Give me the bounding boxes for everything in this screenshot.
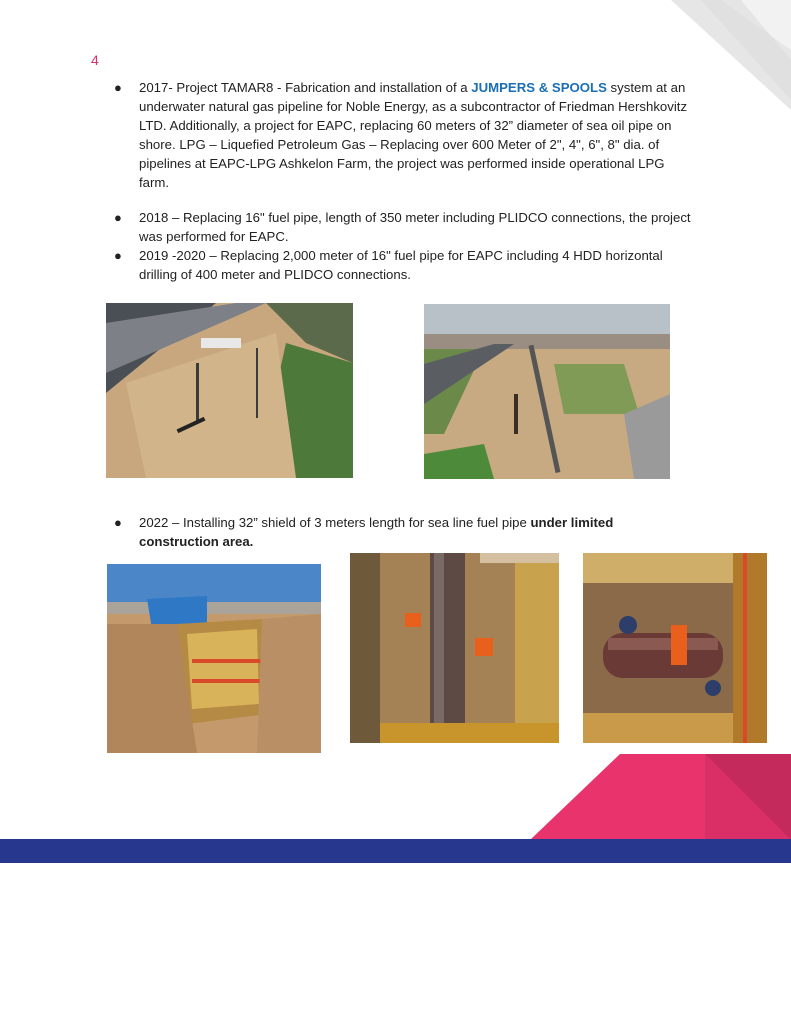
- bullet-list-middle: [114, 208, 694, 284]
- footer-decoration: [530, 754, 791, 840]
- page-number: 4: [91, 52, 99, 68]
- highlight-text: JUMPERS & SPOOLS: [471, 80, 607, 95]
- bullet-dot: ●: [114, 210, 122, 225]
- bullet-text-cont: system at an underwater natural gas pipeline for Noble Energy, as a subcontractor of Friedman Hershkovitz LTD. Additionally, a project for EAPC, replacing 60 meters of 32” diameter of sea oil pipe on shore. LPG – Liquefied Petroleum Gas – Replacing over 600 Meter of 2", 4", 6", 8" dia. of pipelines at EAPC-LPG Ashkelon Farm, the project was performed inside operational LPG farm.: [139, 80, 688, 190]
- list-item: [114, 78, 694, 192]
- list-item: [114, 246, 694, 284]
- bullet-text: 2022 – Installing 32” shield of 3 meters length for sea line fuel pipe: [139, 515, 531, 530]
- bullet-text: 2018 – Replacing 16" fuel pipe, length of 350 meter including PLIDCO connections, the project was performed for EAPC.: [139, 210, 691, 244]
- bullet-text: 2017- Project TAMAR8 - Fabrication and installation of a: [139, 80, 472, 95]
- photo-pipe-top-view-1: [350, 553, 559, 743]
- list-item: [114, 208, 694, 246]
- bullet-list-bottom: [114, 513, 694, 551]
- photo-pipe-top-view-2: [583, 553, 767, 743]
- bold-text: under limited construction area.: [139, 515, 614, 549]
- photo-trench-shoring: [107, 564, 321, 753]
- bullet-dot: ●: [114, 248, 122, 263]
- bullet-list-top: [114, 78, 694, 192]
- footer-bar: [0, 839, 791, 863]
- bullet-dot: ●: [114, 80, 122, 95]
- list-item: [114, 513, 694, 551]
- bullet-text: 2019 -2020 – Replacing 2,000 meter of 16" fuel pipe for EAPC including 4 HDD horizontal drilling of 400 meter and PLIDCO connections.: [139, 248, 663, 282]
- photo-aerial-site-1: [106, 303, 353, 478]
- bullet-dot: ●: [114, 515, 122, 530]
- photo-aerial-site-2: [424, 304, 670, 479]
